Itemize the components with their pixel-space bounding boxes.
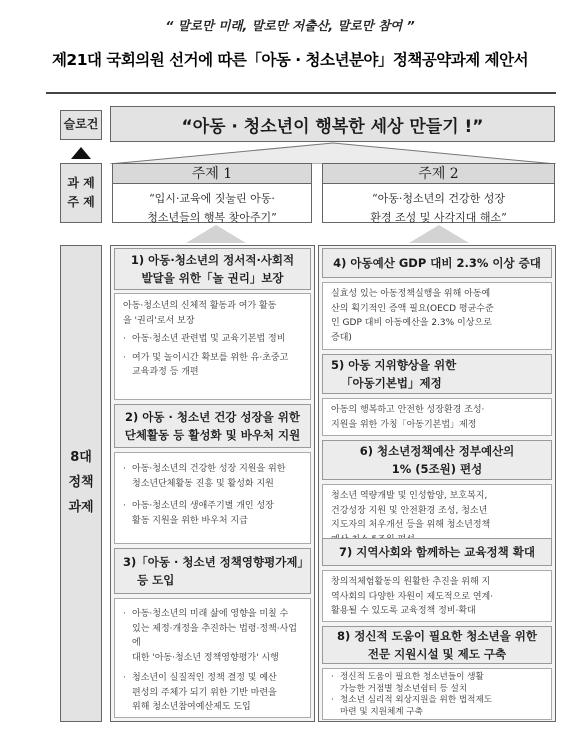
task-2-bullet-1: · 아동·청소년의 건강한 성장 지원을 위한 청소년단체활동 진흥 및 활성화 지원 bbox=[123, 462, 302, 491]
task-3-bullet-1: · 아동·청소년의 미래 삶에 영향을 미칠 수 있는 제정·개정을 추진하는 법령·정책·사업에 대한 '아동·청소년 정책영향평가' 시행 bbox=[123, 607, 302, 665]
task-4-heading: 4) 아동예산 GDP 대비 2.3% 이상 증대 bbox=[322, 248, 552, 278]
task-3-body bbox=[114, 598, 311, 718]
task-1-bullet-1: · 아동·청소년 관련법 및 교육기본법 정비 bbox=[123, 332, 302, 347]
theme-2-title: 주제 2 bbox=[322, 163, 555, 183]
task-8-content bbox=[322, 668, 552, 720]
label-policy: 8대 정책 과제 bbox=[60, 245, 102, 722]
task-1-heading: 1) 아동·청소년의 정서적·사회적 발달을 위한「놀 권리」보장 bbox=[114, 248, 311, 290]
title-divider bbox=[46, 92, 556, 94]
subtitle: “ 말로만 미래, 말로만 저출산, 말로만 참여 ” bbox=[165, 18, 415, 33]
task-2-bullet-2: · 아동·청소년의 생애주기별 개인 성장 활동 지원을 위한 바우처 지급 bbox=[123, 499, 302, 528]
task-7-body: 창의적체험활동의 원활한 추진을 위해 지 역사회의 다양한 자원이 제도적으로 연계· 활용될 수 있도록 교육정책 정비·확대 bbox=[322, 570, 552, 622]
task-3-heading: 3)「아동 · 청소년 정책영향평가제」 등 도입 bbox=[114, 548, 311, 594]
slogan-box: “아동 · 청소년이 행복한 세상 만들기 !” bbox=[110, 106, 555, 142]
theme-2-body: “아동·청소년의 건강한 성장 환경 조성 및 사각지대 해소” bbox=[322, 183, 555, 223]
task-8-bullet-1: · 정신적 도움이 필요한 청소년들이 생활 가능한 거점별 청소년쉼터 등 설치 bbox=[331, 672, 543, 695]
task-4-body: 실효성 있는 아동정책실행을 위해 아동예 산의 획기적인 증액 필요(OECD 평균수준 인 GDP 대비 아동예산을 2.3% 이상으로 증대) bbox=[322, 282, 552, 350]
task-5-heading: 5) 아동 지위향상을 위한 「아동기본법」제정 bbox=[322, 354, 552, 394]
task-8-bullet-2: · 청소년 심리적 외상지원을 위한 법적제도 마련 및 지원체계 구축 bbox=[331, 695, 543, 718]
connector-triangle-left bbox=[186, 225, 246, 243]
task-3-bullet-2: · 청소년이 실질적인 정책 결정 및 예산 편성의 주체가 되기 위한 기반 마련을 위해 청소년참여예산제도 도입 bbox=[123, 671, 302, 715]
label-theme: 과 제 주 제 bbox=[60, 163, 102, 223]
task-7-heading: 7) 지역사회와 함께하는 교육정책 확대 bbox=[322, 538, 552, 566]
connector-triangle-right bbox=[409, 225, 469, 243]
task-1-desc: 아동·청소년의 신체적 활동과 여가 활동 을 '권리'로서 보장 bbox=[123, 301, 277, 326]
page-title: 제21대 국회의원 선거에 따른「아동 · 청소년분야」정책공약과제 제안서 bbox=[51, 51, 529, 69]
task-2-heading: 2) 아동 · 청소년 건강 성장을 위한 단체활동 등 활성화 및 바우처 지원 bbox=[114, 404, 311, 448]
theme-1-title: 주제 1 bbox=[112, 163, 312, 183]
theme-1-body: “입시·교육에 짓눌린 아동· 청소년들의 행복 찾아주기” bbox=[112, 183, 312, 223]
task-1-bullet-2: · 여가 및 놀이시간 확보를 위한 유·초중고 교육과정 등 개편 bbox=[123, 351, 302, 380]
task-8-heading-real: 8) 정신적 도움이 필요한 청소년을 위한 전문 지원시설 및 제도 구축 bbox=[322, 626, 552, 664]
task-1-body bbox=[114, 293, 311, 400]
task-6-body: 청소년 역량개발 및 인성함양, 보호복지, 건강성장 지원 및 안전환경 조성, 청소년 지도자의 처우개선 등을 위해 청소년정책 bbox=[322, 484, 552, 552]
arrow-up-icon bbox=[71, 147, 91, 159]
roof-shape bbox=[110, 142, 556, 164]
task-2-body bbox=[114, 452, 311, 544]
task-6-heading: 6) 청소년정책예산 정부예산의 1% (5조원) 편성 bbox=[322, 440, 552, 480]
label-slogan: 슬로건 bbox=[60, 110, 102, 140]
task-5-body: 아동의 행복하고 안전한 성장환경 조성· 지원을 위한 가칭「아동기본법」제정 bbox=[322, 398, 552, 436]
